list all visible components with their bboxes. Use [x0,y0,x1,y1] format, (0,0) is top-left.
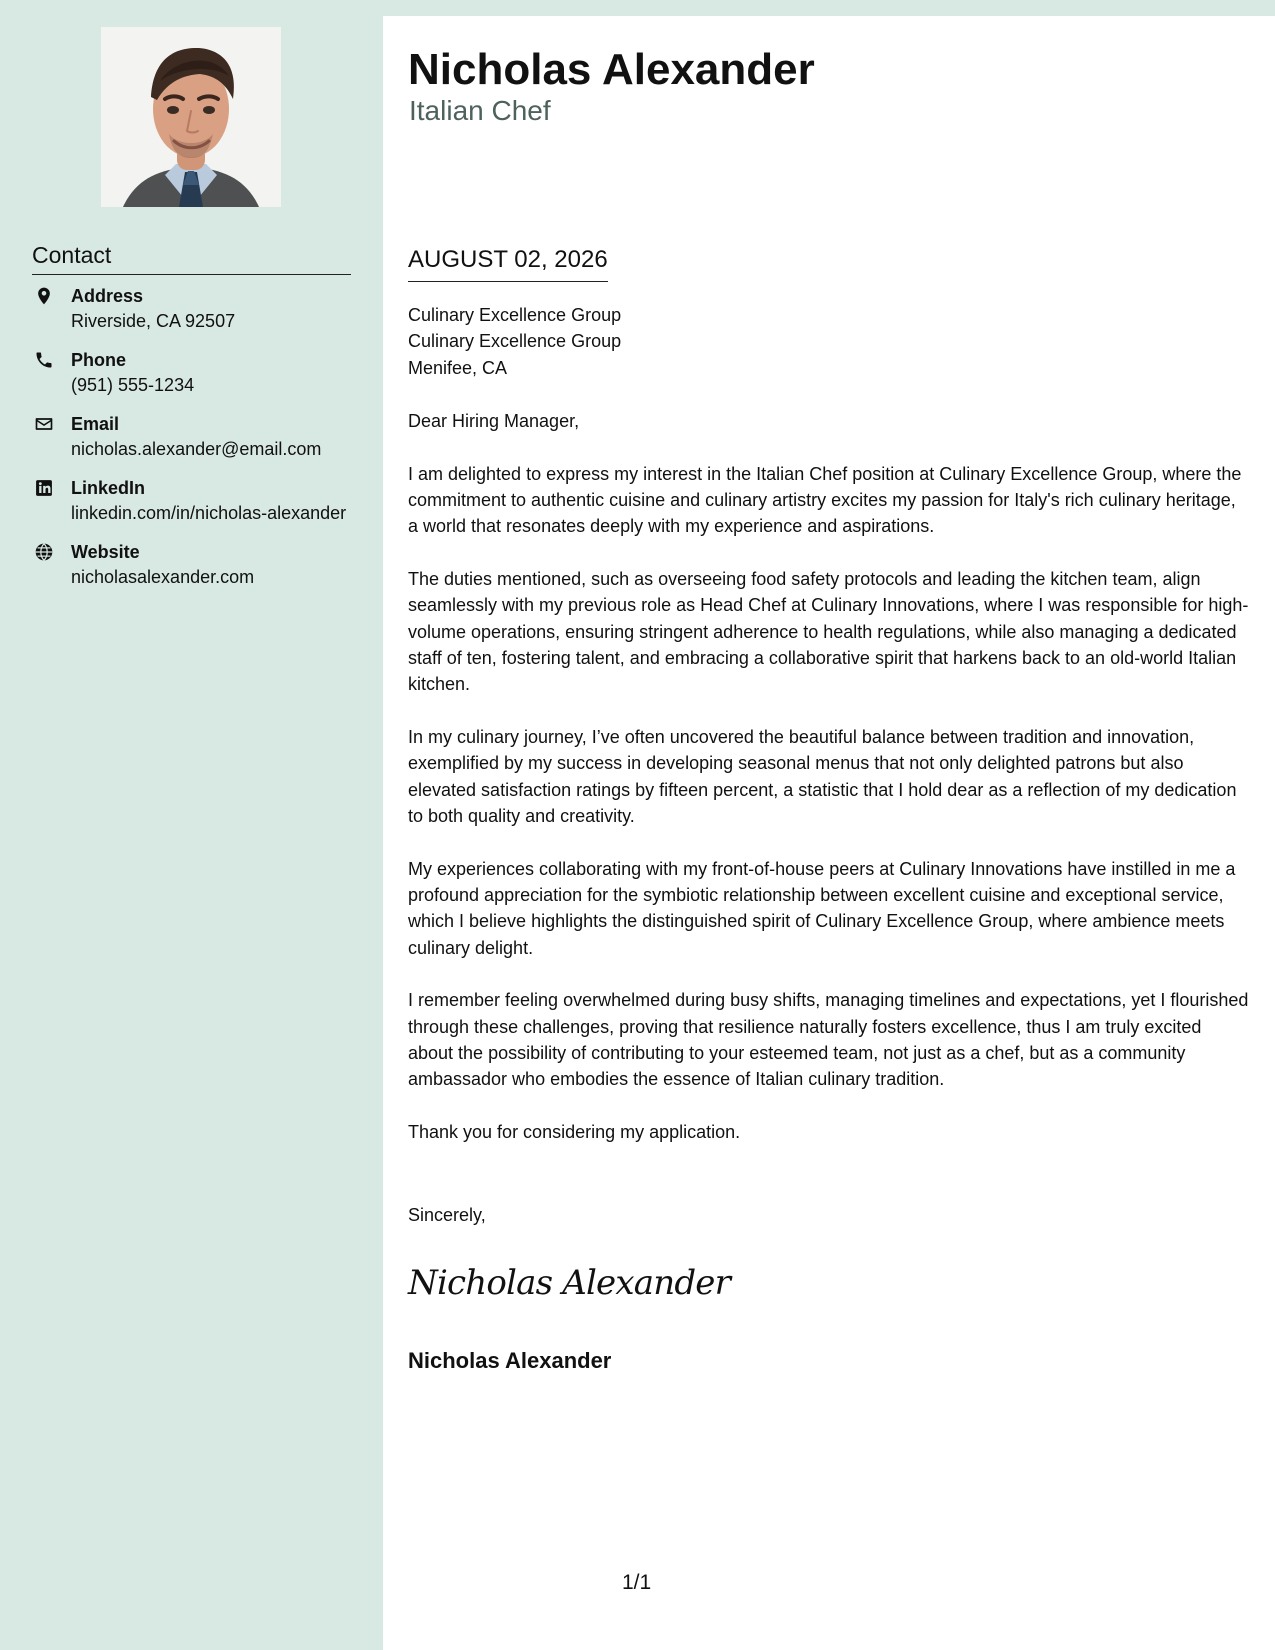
contact-item-phone [32,348,362,397]
job-title: Italian Chef [409,95,551,126]
map-pin-icon [34,286,54,306]
letter-paragraph: I remember feeling overwhelmed during busy shifts, managing timelines and expectations, yet I flourished through these challenges, proving that resilience naturally fosters excellence, thus I am truly excited about the possibility of contributing to your esteemed team, not just as a chef, but as a community ambassador who embodies the essence of Italian culinary tradition. [408,990,1249,1090]
letter-paragraph: My experiences collaborating with my front-of-house peers at Culinary Innovations have instilled in me a profound appreciation for the symbiotic relationship between excellent cuisine and exceptional service, which I believe highlights the distinguished spirit of Culinary Excellence Group, where ambience meets culinary delight. [408,858,1236,958]
address-value: Riverside, CA 92507 [71,311,236,331]
recipient-company-line: Culinary Excellence Group [408,305,622,325]
contact-item-linkedin [32,476,362,525]
closing-line: Thank you for considering my application. [408,1121,741,1142]
applicant-name: Nicholas Alexander [408,45,815,94]
linkedin-icon [34,478,54,498]
top-accent-band [383,0,1275,16]
signature: Nicholas Alexander [408,1263,731,1303]
recipient-location-line: Menifee, CA [408,357,508,378]
phone-icon [34,350,54,370]
address-label: Address [71,286,144,306]
page-number: 1/1 [622,1571,652,1594]
letter-paragraph: The duties mentioned, such as overseeing food safety protocols and leading the kitchen team, align seamlessly with my previous role as Head Chef at Culinary Innovations, where I was responsible for high-volume operations, ensuring stringent adherence to health regulations, while also managing a dedicated staff of ten, fostering talent, and embracing a collaborative spirit that harkens back to an old-world Italian kitchen. [408,569,1249,695]
phone-value[interactable]: (951) 555-1234 [71,375,195,395]
salutation: Dear Hiring Manager, [408,410,580,431]
phone-label: Phone [71,350,127,370]
avatar [101,27,281,207]
letter-date: AUGUST 02, 2026 [408,244,608,282]
profile-photo-illustration [101,27,281,207]
letter-body [408,302,1250,1145]
email-label: Email [71,414,120,434]
recipient-block [408,302,1250,381]
email-value[interactable]: nicholas.alexander@email.com [71,439,322,459]
globe-icon [34,542,54,562]
sign-off: Sincerely, [408,1205,486,1225]
contact-item-address [32,284,362,333]
contact-item-website [32,540,362,589]
recipient-company-line: Culinary Excellence Group [408,331,622,352]
contact-list [32,284,362,604]
letter-paragraph: I am delighted to express my interest in the Italian Chef position at Culinary Excellence Group, where the commitment to authentic cuisine and culinary artistry excites my passion for Italy's rich culinary heritage, a world that resonates deeply with my experience and aspirations. [408,463,1242,537]
linkedin-value[interactable]: linkedin.com/in/nicholas-alexander [71,503,347,523]
website-label: Website [71,542,140,562]
contact-sidebar [0,0,383,1650]
signed-name: Nicholas Alexander [408,1348,612,1373]
contact-heading: Contact [32,240,351,275]
linkedin-label: LinkedIn [71,478,146,498]
contact-item-email [32,412,362,461]
letter-paragraph: In my culinary journey, I’ve often uncovered the beautiful balance between tradition and innovation, exemplified by my success in developing seasonal menus that not only delighted patrons but also elevated satisfaction ratings by fifteen percent, a statistic that I hold dear as a reflection of my dedication to both quality and creativity. [408,727,1237,826]
email-icon [34,414,54,434]
website-value[interactable]: nicholasalexander.com [71,567,255,587]
